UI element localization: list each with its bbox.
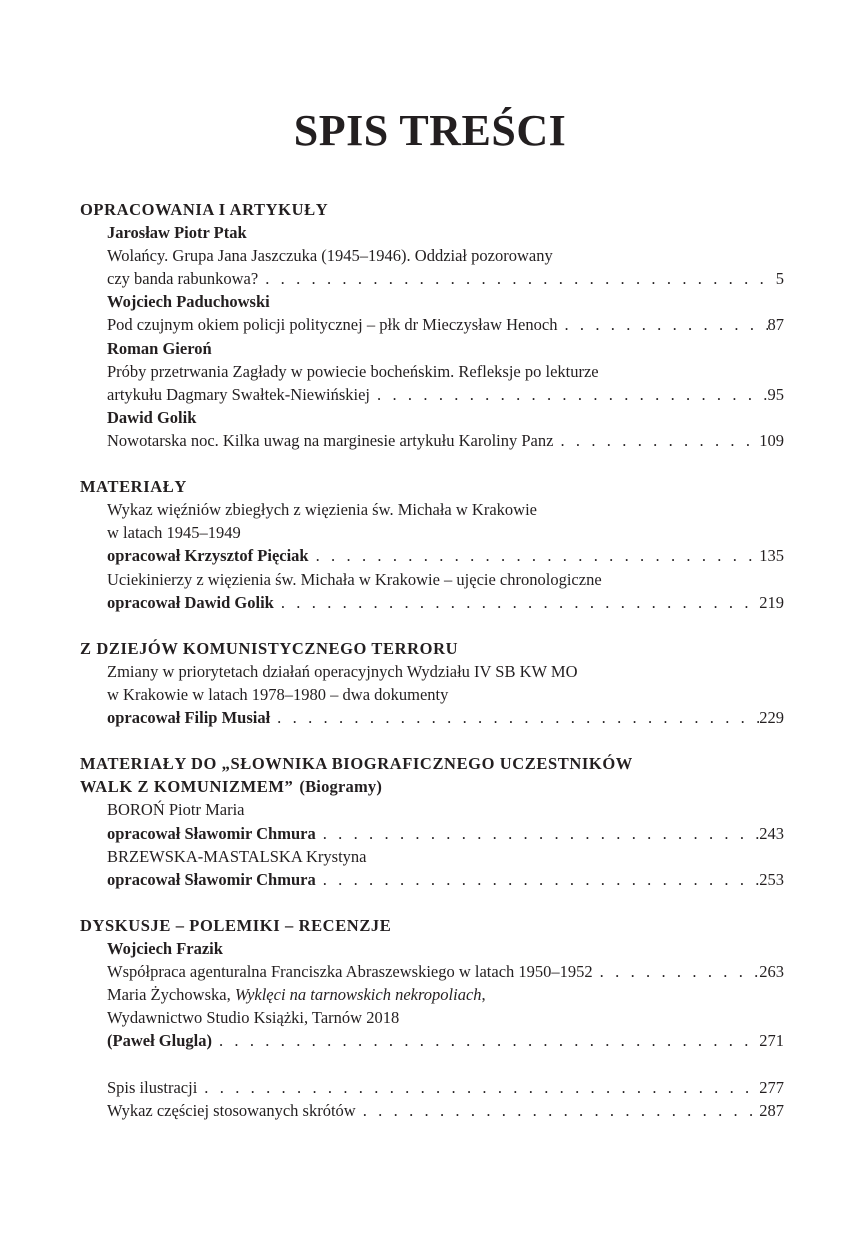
toc-entry bbox=[80, 1029, 784, 1052]
toc-entry bbox=[80, 544, 784, 567]
toc-author: Wojciech Frazik bbox=[107, 939, 223, 958]
toc-entry-title: Uciekinierzy z więzienia św. Michała w Krakowie – ujęcie chronologiczne bbox=[107, 569, 602, 589]
page-number: 271 bbox=[759, 1031, 784, 1051]
page-number: 95 bbox=[767, 384, 784, 404]
leader-dots bbox=[557, 313, 767, 336]
leader-dots bbox=[316, 868, 760, 891]
page-number: 229 bbox=[759, 708, 784, 728]
page-number: 109 bbox=[759, 430, 784, 450]
section-heading-terror: Z DZIEJÓW KOMUNISTYCZNEGO TERRORU bbox=[80, 638, 459, 658]
page-title: SPIS TREŚCI bbox=[293, 106, 567, 155]
page-number: 5 bbox=[775, 269, 784, 289]
page-number: 135 bbox=[759, 546, 784, 566]
toc-author: Jarosław Piotr Ptak bbox=[107, 223, 247, 243]
review-author: Maria Żychowska, bbox=[107, 985, 235, 1005]
leader-dots bbox=[274, 591, 759, 614]
leader-dots bbox=[593, 960, 760, 983]
review-punct: , bbox=[481, 985, 486, 1005]
section-heading-text: WALK Z KOMUNIZMEM” bbox=[80, 777, 294, 797]
leader-dots bbox=[356, 1099, 760, 1122]
toc-entry bbox=[80, 822, 784, 845]
toc-entry-title: Pod czujnym okiem policji politycznej – płk dr Mieczysław Henoch bbox=[107, 315, 558, 335]
toc-entry-title: artykułu Dagmary Swałtek-Niewińskiej bbox=[107, 384, 371, 404]
toc-author: Roman Gieroń bbox=[107, 338, 212, 358]
section-heading-opracowania: OPRACOWANIA I ARTYKUŁY bbox=[80, 200, 329, 219]
page-number: 243 bbox=[759, 823, 784, 843]
toc-entry bbox=[80, 267, 784, 290]
leader-dots bbox=[553, 429, 759, 452]
review-book-title: Wyklęci na tarnowskich nekropoliach bbox=[234, 985, 482, 1005]
section-heading-dyskusje: DYSKUSJE – POLEMIKI – RECENZJE bbox=[80, 915, 392, 935]
toc-entry-title: Wolańcy. Grupa Jana Jaszczuka (1945–1946). Oddział pozorowany bbox=[107, 246, 553, 266]
page-number: 277 bbox=[759, 1077, 784, 1097]
toc-entry-title: BRZEWSKA-MASTALSKA Krystyna bbox=[107, 846, 367, 866]
toc-author: opracował Sławomir Chmura bbox=[107, 869, 316, 889]
toc-entry-title: Wykaz więźniów zbiegłych z więzienia św. Michała w Krakowie bbox=[107, 500, 537, 520]
section-gap bbox=[80, 891, 784, 914]
section-gap bbox=[80, 729, 784, 752]
toc-entry-title: Wydawnictwo Studio Książki, Tarnów 2018 bbox=[107, 1008, 400, 1028]
toc-author: opracował Filip Musiał bbox=[107, 708, 271, 728]
leader-dots bbox=[316, 822, 760, 845]
toc-entry bbox=[80, 706, 784, 729]
toc-entry bbox=[80, 313, 784, 336]
toc-entry-title: Zmiany w priorytetach działań operacyjnych Wydziału IV SB KW MO bbox=[107, 661, 578, 681]
section-heading-slownik: MATERIAŁY DO „SŁOWNIKA BIOGRAFICZNEGO UCZESTNIKÓW bbox=[80, 754, 633, 774]
page-number: 287 bbox=[759, 1100, 784, 1120]
leader-dots bbox=[370, 383, 767, 406]
page-number: 87 bbox=[767, 315, 784, 335]
toc-author: Wojciech Paduchowski bbox=[107, 292, 270, 312]
toc-entry bbox=[80, 1099, 784, 1122]
leader-dots bbox=[197, 1076, 759, 1099]
section-heading-materialy: MATERIAŁY bbox=[80, 477, 187, 497]
page-number: 263 bbox=[759, 962, 784, 982]
toc-entry bbox=[80, 429, 784, 452]
leader-dots bbox=[309, 544, 760, 567]
toc-entry bbox=[80, 1076, 784, 1099]
toc-entry-title: w Krakowie w latach 1978–1980 – dwa dokumenty bbox=[107, 684, 449, 704]
section-heading-suffix: (Biogramy) bbox=[299, 777, 383, 797]
section-heading-slownik-line2 bbox=[80, 775, 784, 798]
toc-author: opracował Krzysztof Pięciak bbox=[107, 546, 309, 566]
toc-reviewer: (Paweł Glugla) bbox=[107, 1031, 212, 1051]
leader-dots bbox=[212, 1029, 759, 1052]
toc-author: opracował Dawid Golik bbox=[107, 592, 274, 612]
toc-entry bbox=[80, 868, 784, 891]
section-gap bbox=[80, 452, 784, 475]
page-number: 253 bbox=[759, 869, 784, 889]
toc-entry-title: Współpraca agenturalna Franciszka Abraszewskiego w latach 1950–1952 bbox=[107, 962, 593, 982]
page-number: 219 bbox=[759, 592, 784, 612]
leader-dots bbox=[258, 267, 776, 290]
toc-entry-title: Nowotarska noc. Kilka uwag na marginesie artykułu Karoliny Panz bbox=[107, 430, 554, 450]
section-gap bbox=[80, 614, 784, 637]
toc-entry-title: w latach 1945–1949 bbox=[107, 523, 241, 543]
toc-entry bbox=[80, 591, 784, 614]
toc-entry-title-review bbox=[80, 983, 784, 1006]
table-of-contents bbox=[80, 198, 784, 1122]
toc-author: Dawid Golik bbox=[107, 407, 197, 427]
toc-entry-title: Spis ilustracji bbox=[107, 1077, 198, 1097]
toc-entry-title: Próby przetrwania Zagłady w powiecie bocheńskim. Refleksje po lekturze bbox=[107, 361, 599, 381]
toc-entry bbox=[80, 960, 784, 983]
toc-entry bbox=[80, 383, 784, 406]
toc-entry-title: BOROŃ Piotr Maria bbox=[107, 800, 245, 820]
toc-entry-title: Wykaz częściej stosowanych skrótów bbox=[107, 1100, 356, 1120]
leader-dots bbox=[270, 706, 759, 729]
section-gap bbox=[80, 1052, 784, 1075]
toc-entry-title: czy banda rabunkowa? bbox=[107, 269, 259, 289]
toc-author: opracował Sławomir Chmura bbox=[107, 823, 316, 843]
